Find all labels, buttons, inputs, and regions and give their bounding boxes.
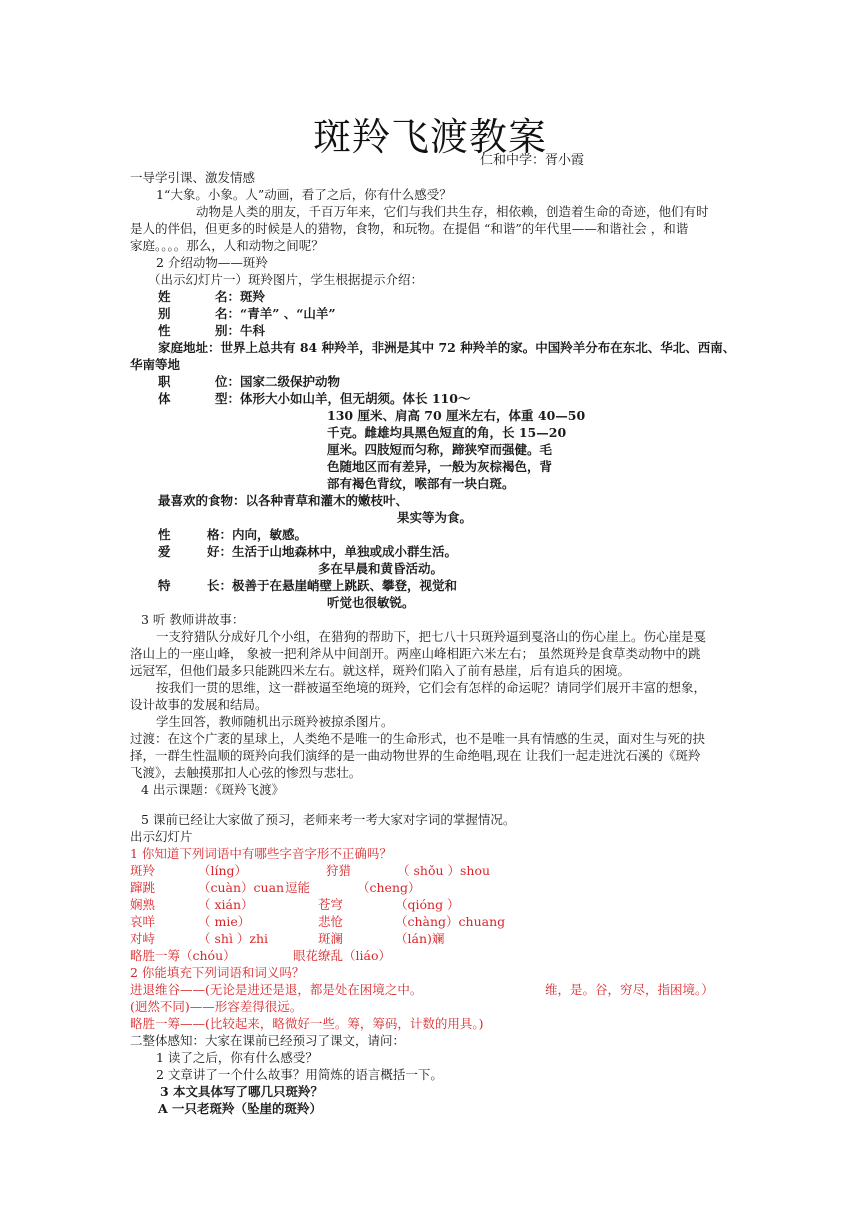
paragraph-line: 动物是人类的朋友，千百万年来，它们与我们共生存，相依赖，创造着生命的奇迹，他们有时	[196, 204, 709, 219]
profile-key: 姓	[158, 289, 171, 304]
vocab-word: 蹿跳	[130, 880, 156, 895]
paragraph-line: 择，一群生性温顺的斑羚向我们演绎的是一曲动物世界的生命绝唱,现在 让我们一起走进沈石溪的《斑羚	[130, 748, 701, 763]
paragraph-line: 过渡：在这个广袤的星球上，人类绝不是唯一的生命形式，也不是唯一具有情感的生灵，面对生与死的抉	[130, 731, 706, 746]
paragraph-line: 学生回答，教师随机出示斑羚被掠杀图片。	[156, 714, 394, 729]
question: 1“大象。小象。人”动画，看了之后，你有什么感受？	[156, 187, 452, 202]
section-heading: 一导学引课、激发情感	[130, 170, 256, 185]
definition-line: 进退维谷——(无论是进还是退，都是处在困境之中。	[130, 982, 423, 997]
vocab-pinyin: （qióng ）	[395, 897, 460, 912]
vocab-word: 对峙	[130, 931, 156, 946]
profile-value: 长：极善于在悬崖峭壁上跳跃、攀登，视觉和	[207, 578, 458, 593]
paragraph-line: 出示幻灯片	[130, 829, 193, 844]
vocab-pinyin: （cheng）	[357, 880, 421, 895]
question: 2 文章讲了一个什么故事？用简炼的语言概括一下。	[156, 1067, 443, 1082]
vocab-pinyin: （lán)斓	[395, 931, 445, 946]
paragraph-line: 洛山上的一座山峰， 象被一把利斧从中间剖开。两座山峰相距六米左右； 虽然斑羚是食草类动物中的跳	[130, 646, 701, 661]
vocab-pinyin: （ xián）	[198, 897, 254, 912]
paragraph-line: （出示幻灯片一）斑羚图片，学生根据提示介绍：	[148, 272, 424, 287]
paragraph-line: 是人的伴侣，但更多的时候是人的猎物，食物，和玩物。在提倡 “和谐”的年代里——和谐社会 ，和谐	[130, 221, 689, 236]
document-title: 斑羚飞渡教案	[312, 115, 547, 159]
profile-line: 130 厘米、肩高 70 厘米左右，体重 40—50	[327, 408, 586, 423]
vocab-word: 狩猎	[326, 863, 352, 878]
vocab-pinyin: （ shì ）zhi	[198, 931, 269, 946]
answer-line: A 一只老斑羚（坠崖的斑羚）	[158, 1101, 323, 1116]
profile-value: 格：内向，敏感。	[207, 527, 308, 542]
vocab-word: 哀咩	[130, 914, 156, 929]
profile-line: 果实等为食。	[397, 510, 473, 525]
vocab-question: 1 你知道下列词语中有哪些字音字形不正确吗？	[130, 846, 392, 861]
vocab-word: 逗能	[285, 880, 311, 895]
author-line: 仁和中学：胥小霞	[480, 153, 585, 168]
profile-line: 色随地区而有差异，一般为灰棕褐色，背	[327, 459, 553, 474]
profile-line: 厘米。四肢短而匀称，蹄狭窄而强健。毛	[327, 442, 553, 457]
paragraph-line: 远冠军，但他们最多只能跳四米左右。就这样，斑羚们陷入了前有悬崖，后有追兵的困境。	[130, 663, 631, 678]
question: 4 出示课题：《斑羚飞渡》	[141, 782, 285, 797]
paragraph-line: 一支狩猎队分成好几个小组，在猎狗的帮助下，把七八十只斑羚逼到戛洛山的伤心崖上。伤心崖是戛	[156, 629, 707, 644]
definition-line: 略胜一筹——(比较起来，略微好一些。筹，筹码，计数的用具。)	[130, 1016, 484, 1031]
profile-key: 爱	[158, 544, 171, 559]
profile-line: 家庭地址：世界上总共有 84 种羚羊，非洲是其中 72 种羚羊的家。中国羚羊分布在东北、华北、西南、	[158, 340, 736, 355]
vocab-word: 娴熟	[130, 897, 156, 912]
paragraph-line: 家庭。。。。那么，人和动物之间呢？	[130, 238, 324, 253]
profile-line: 多在早晨和黄昏活动。	[318, 561, 444, 576]
paragraph-line: 设计故事的发展和结局。	[130, 697, 268, 712]
vocab-pinyin: （cuàn）cuan	[198, 880, 285, 895]
profile-key: 体	[158, 391, 171, 406]
profile-key: 特	[158, 578, 171, 593]
vocab-pinyin: （líng）	[198, 863, 248, 878]
profile-line: 听觉也很敏锐。	[327, 595, 415, 610]
profile-line: 华南等地	[130, 357, 181, 372]
vocab-word: 眼花缭乱（liáo）	[293, 948, 391, 963]
vocab-word: 苍穹	[318, 897, 344, 912]
profile-key: 性	[158, 323, 171, 338]
section-heading: 二整体感知：大家在课前已经预习了课文，请问：	[130, 1033, 406, 1048]
definition-line: (迥然不同)——形容差得很远。	[130, 999, 303, 1014]
profile-value: 型：体形大小如山羊，但无胡须。体长 110～	[215, 391, 471, 406]
paragraph-line: 飞渡》，去触摸那扣人心弦的惨烈与悲壮。	[130, 765, 362, 780]
profile-key: 别	[158, 306, 171, 321]
vocab-pinyin: （chàng）chuang	[395, 914, 506, 929]
vocab-word: 斑羚	[130, 863, 156, 878]
vocab-word: 斑澜	[318, 931, 344, 946]
question: 3 听 教师讲故事：	[141, 612, 245, 627]
profile-value: 好：生活于山地森林中，单独或成小群生活。	[207, 544, 458, 559]
question: 1 读了之后，你有什么感受？	[156, 1050, 318, 1065]
profile-line: 部有褐色背纹，喉部有一块白斑。	[327, 476, 515, 491]
profile-key: 性	[158, 527, 171, 542]
profile-key: 职	[158, 374, 171, 389]
profile-value: 位：国家二级保护动物	[215, 374, 341, 389]
paragraph-line: 按我们一贯的思维，这一群被逼至绝境的斑羚，它们会有怎样的命运呢？请同学们展开丰富的想象，	[156, 680, 707, 695]
vocab-question: 2 你能填充下列词语和词义吗？	[130, 965, 305, 980]
vocab-word: 略胜一筹（chóu）	[130, 948, 236, 963]
question: 3 本文具体写了哪几只斑羚？	[160, 1084, 324, 1099]
profile-value: 名：斑羚	[215, 289, 266, 304]
profile-value: 别：牛科	[215, 323, 266, 338]
question: 5 课前已经让大家做了预习，老师来考一考大家对字词的掌握情况。	[141, 812, 516, 827]
vocab-word: 悲怆	[318, 914, 344, 929]
question: 2 介绍动物——斑羚	[156, 255, 268, 270]
profile-line: 最喜欢的食物：以各种青草和灌木的嫩枝叶、	[158, 493, 409, 508]
definition-line: 维，是。谷，穷尽，指困境。）	[545, 982, 714, 997]
vocab-pinyin: （ mie）	[198, 914, 251, 929]
profile-line: 千克。雌雄均具黑色短直的角，长 15—20	[327, 425, 567, 440]
vocab-pinyin: （ shǒu ）shou	[397, 863, 491, 878]
profile-value: 名：“青羊” 、“山羊”	[215, 306, 336, 321]
